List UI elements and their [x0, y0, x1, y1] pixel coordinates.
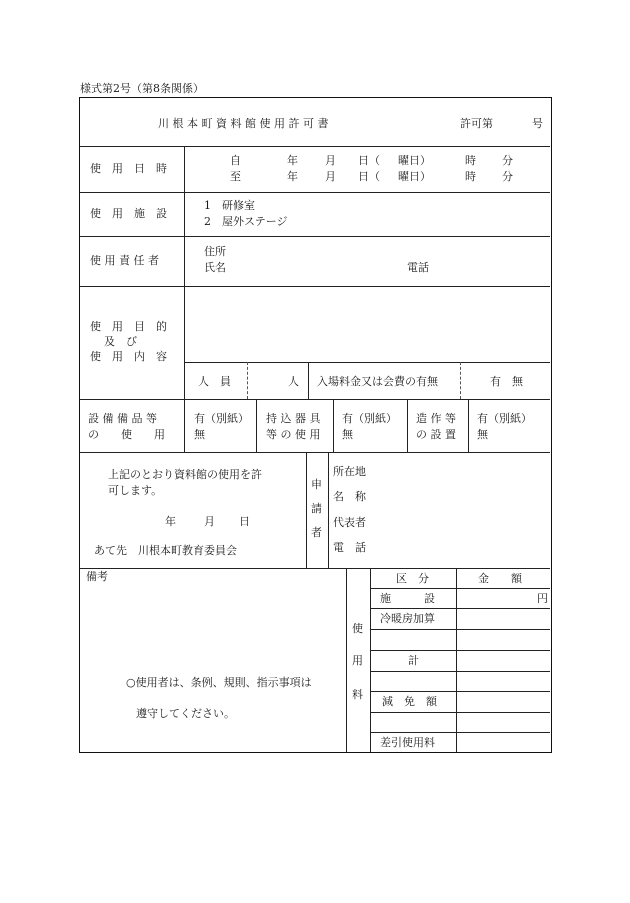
fee-side-char-1: 使 — [352, 622, 363, 635]
purpose-label-1: 使 用 目 的 — [90, 320, 167, 333]
remarks-note-1: ○使用者は、条例、規則、指示事項は — [126, 676, 312, 689]
from-month-label: 月 — [325, 154, 336, 167]
approval-year: 年 — [165, 515, 176, 528]
fee-side-char-2: 用 — [352, 654, 363, 667]
divider — [80, 192, 550, 193]
divider — [370, 629, 550, 630]
from-day-label: 日（ — [358, 154, 380, 167]
divider — [370, 671, 550, 672]
divider — [184, 362, 550, 363]
fee-header-amount: 金 額 — [478, 572, 522, 585]
divider — [370, 732, 550, 733]
people-unit: 人 — [288, 375, 299, 388]
divider — [346, 568, 347, 752]
fee-row-facility: 施 設 — [380, 592, 435, 605]
divider — [80, 286, 550, 287]
applicant-representative-label: 代表者 — [333, 516, 366, 529]
facility-option-2: 2 屋外ステージ — [204, 215, 288, 228]
divider — [247, 362, 248, 399]
carry-in-option-yes: 有（別紙） — [342, 412, 397, 425]
divider — [370, 650, 550, 651]
name-label: 氏名 — [204, 261, 226, 274]
divider — [407, 399, 408, 452]
divider — [308, 362, 309, 399]
fee-row-total: 計 — [408, 654, 419, 667]
construction-label-1: 造 作 等 — [416, 412, 456, 425]
divider — [460, 362, 461, 399]
applicant-name-label: 名 称 — [333, 490, 366, 503]
from-label: 自 — [230, 154, 241, 167]
carry-in-label-2: 等 の 使 用 — [266, 428, 321, 441]
form-code: 様式第2号（第8条関係） — [80, 82, 204, 95]
from-weekday-label: 曜日） — [398, 154, 431, 167]
entrance-fee-options: 有 無 — [490, 375, 523, 388]
applicant-address-label: 所在地 — [333, 465, 366, 478]
purpose-label-3: 使 用 内 容 — [90, 350, 167, 363]
divider — [370, 608, 550, 609]
facility-label: 使 用 施 設 — [90, 207, 167, 220]
to-hour-label: 時 — [465, 170, 476, 183]
facility-option-1: 1 研修室 — [204, 199, 255, 212]
divider — [80, 236, 550, 237]
equipment-label-1: 設 備 備 品 等 — [88, 412, 157, 425]
people-label: 人 員 — [198, 375, 231, 388]
divider — [80, 146, 550, 147]
form-title: 川 根 本 町 資 料 館 使 用 許 可 書 — [158, 117, 329, 130]
entrance-fee-label: 入場料金又は会費の有無 — [317, 375, 438, 388]
address-label: 住所 — [204, 245, 226, 258]
addressee: あて先 川根本町教育委員会 — [94, 544, 237, 557]
approval-text-2: 可します。 — [108, 484, 163, 497]
construction-option-yes: 有（別紙） — [477, 412, 532, 425]
yen-unit: 円 — [537, 592, 548, 605]
approval-month: 月 — [204, 515, 215, 528]
divider — [80, 452, 550, 453]
divider — [370, 588, 550, 589]
applicant-char-1: 申 — [311, 478, 322, 491]
applicant-phone-label: 電 話 — [333, 541, 366, 554]
divider — [333, 399, 334, 452]
phone-label: 電話 — [407, 261, 429, 274]
equipment-label-2: の 使 用 — [88, 428, 165, 441]
applicant-char-2: 請 — [311, 502, 322, 515]
to-minute-label: 分 — [502, 170, 513, 183]
remarks-note-2: 遵守してください。 — [136, 707, 235, 720]
equipment-option-no: 無 — [194, 428, 205, 441]
divider — [370, 691, 550, 692]
to-label: 至 — [230, 170, 241, 183]
fee-header-category: 区 分 — [396, 572, 429, 585]
to-year-label: 年 — [287, 170, 298, 183]
construction-label-2: の 設 置 — [416, 428, 456, 441]
fee-side-char-3: 料 — [352, 688, 363, 701]
permit-form — [79, 97, 552, 753]
divider — [370, 568, 371, 752]
divider — [256, 399, 257, 452]
divider — [80, 399, 550, 400]
carry-in-label-1: 持 込 器 具 — [266, 412, 321, 425]
divider — [468, 399, 469, 452]
divider — [80, 568, 550, 569]
divider — [184, 146, 185, 452]
fee-row-discount: 減 免 額 — [382, 695, 437, 708]
from-year-label: 年 — [287, 154, 298, 167]
from-minute-label: 分 — [502, 154, 513, 167]
to-day-label: 日（ — [358, 170, 380, 183]
from-hour-label: 時 — [465, 154, 476, 167]
to-weekday-label: 曜日） — [398, 170, 431, 183]
permit-number-prefix: 許可第 — [460, 117, 493, 130]
responsible-label: 使 用 責 任 者 — [90, 254, 159, 267]
carry-in-option-no: 無 — [342, 428, 353, 441]
purpose-label-2: 及 び — [104, 335, 137, 348]
fee-row-net: 差引使用料 — [380, 736, 435, 749]
divider — [328, 452, 329, 568]
remarks-label: 備考 — [86, 570, 108, 583]
divider — [456, 568, 457, 752]
divider — [370, 712, 550, 713]
approval-text-1: 上記のとおり資料館の使用を許 — [108, 468, 262, 481]
to-month-label: 月 — [325, 170, 336, 183]
divider — [306, 452, 307, 568]
approval-day: 日 — [239, 515, 250, 528]
equipment-option-yes: 有（別紙） — [194, 412, 249, 425]
fee-row-aircon: 冷暖房加算 — [380, 612, 435, 625]
construction-option-no: 無 — [477, 428, 488, 441]
permit-number-suffix: 号 — [532, 117, 543, 130]
usage-datetime-label: 使 用 日 時 — [90, 162, 167, 175]
applicant-char-3: 者 — [311, 526, 322, 539]
